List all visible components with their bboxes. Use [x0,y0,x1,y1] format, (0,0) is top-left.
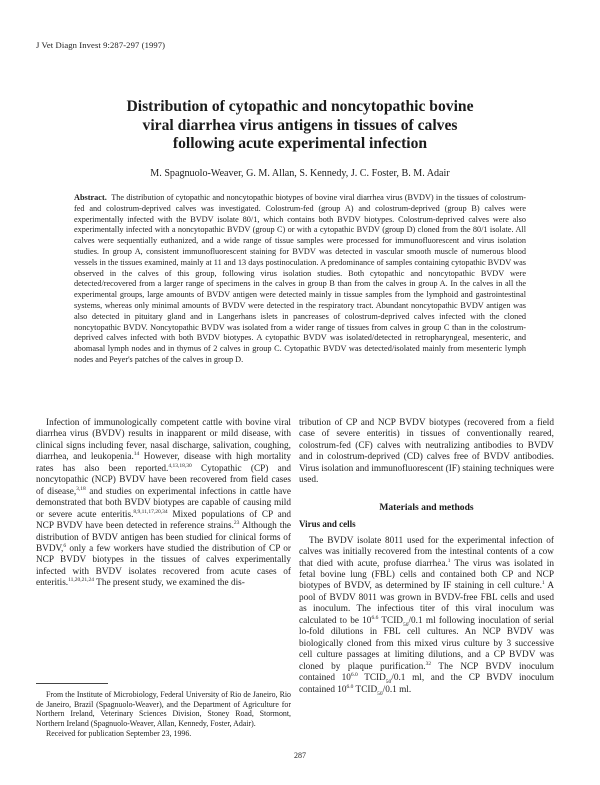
subheading-virus-cells: Virus and cells [299,519,356,530]
subscript: 50 [385,678,392,685]
text-run: Mixed populations of CP and NCP BVDV have been detected in reference strains. [36,509,291,532]
intro-continuation: tribution of CP and NCP BVDV biotypes (recovered from a field case of severe enteritis) in tissues of conventionally reared, colostrum-fed (CF) calves with neutralizing antibodies to BVDV and in colostrum-deprived (CD) calves free of BVDV antibodies. Virus isolation and immunofluorescent (IF) staining techniques were used. [299,418,554,486]
abstract [74,193,526,366]
page-number: 287 [294,751,306,760]
text-run: TCID [353,684,378,695]
section-heading-methods: Materials and methods [379,501,474,513]
text-run: A pool of BVDV 8011 was grown in BVDV-free FBL cells and used as inoculum. The infectious titer of this viral inoculum was calculated to be 10 [299,581,554,626]
citation: 23 [233,520,240,526]
received-date: Received for publication September 23, 1996. [46,729,192,739]
text-run: Infection of immunologically competent cattle with bovine viral diarrhea virus (BVDV) results in inapparent or mild disease, with clinical signs including fever, nasal discharge, salivation, coughing, diarrhea, and leukopenia. [36,418,291,463]
text-run: The present study, we examined the dis- [94,578,245,589]
text-run: The virus was isolated in fetal bovine lung (FBL) cells and contained both CP and NCP biotypes of BVDV, as determined by IF staining in cell culture. [299,558,554,592]
text-run: only a few workers have studied the distribution of CP or NCP BVDV biotypes in the tissues of calves experimentally infected with BVDV isolates recovered from acute cases of enteritis. [36,543,291,589]
footnote-rule [36,683,108,684]
left-column [36,418,291,590]
journal-reference: J Vet Diagn Invest 9:287-297 (1997) [36,40,166,50]
title-line-2: viral diarrhea virus antigens in tissues of calves [142,116,458,134]
text-run: The NCP BVDV inoculum contained 10 [299,661,554,684]
citation: 1 [447,557,451,564]
citation: 32 [425,660,432,667]
title-line-1: Distribution of cytopathic and noncytopathic bovine [126,98,474,115]
author-list: M. Spagnuolo-Weaver, G. M. Allan, S. Kennedy, J. C. Foster, B. M. Adair [150,168,450,179]
affiliation-note: From the Institute of Microbiology, Federal University of Rio de Janeiro, Rio de Janeiro, Brazil (Spagnuolo-Weaver), and the Department of Agriculture for Northern Ireland, Veterinary Sciences Division, Stoney Road, Stormont, Northern Ireland (Spagnuolo-Weaver, Allan, Kennedy, Foster, Adair). [36,690,291,728]
text-run: TCID [357,673,386,684]
citation: 11,20,21,24 [68,577,95,584]
text-run: The BVDV isolate 8011 used for the experimental infection of calves was initially recovered from the intestinal contents of a cow that died with acute, profuse diarrhea. [299,535,554,569]
text-run: /0.1 ml following inoculation of serial lo-fold dilutions in FBL cell cultures. An NCP BVDV was biologically cloned from this mixed virus culture by 3 successive cell culture passages at limiting dilutions, and a CP BVDV was cloned by plaque purification. [299,615,554,672]
citation: 4,13,18,30 [168,462,192,469]
citation: 3,18 [76,485,86,492]
text-run: TCID [378,615,403,626]
abstract-text: The distribution of cytopathic and noncytopathic biotypes of bovine viral diarrhea virus (BVDV) in the tissues of colostrum-fed and colostrum-deprived calves was investigated. Colostrum-fed (group A) and colostrum-deprived (group B) calves were experimentally infected with the BVDV isolate 80/1, which contains both BVDV biotypes. Colostrum-deprived calves were also experimentally infected with a noncytopathic BVDV (group C) or with a cytopathic BVDV (group D) cloned from the 80/1 isolate. All calves were sequentially euthanized, and a wide range of tissue samples were processed for immunofluorescent and virus isolation studies. In group A, consistent immunofluorescent staining for BVDV was detected in vascular smooth muscle of numerous blood vessels in the tissues examined, mainly at 11 and 13 days postinoculation. A predominance of samples containing cytopathic BVDV was observed in the calves of this group, following virus isolation studies. Both cytopathic and noncytopathic BVDV were detected/recovered from a larger range of specimens in the calves in group B than from the calves in group A. In the calves in all the experimental groups, large amounts of BVDV antigen were detected mainly in tissue samples from the lymphoid and gastrointestinal systems, whereas only minimal amounts of BVDV were detected in the respiratory tract. Abundant noncytopathic BVDV antigen was also detected in pituitary gland and in Langerhans islets in pancreases of colostrum-deprived calves infected with the cloned noncytopathic BVDV. Noncytopathic BVDV was isolated from a wider range of tissues from calves in group C than in the colostrum-deprived calves infected with both BVDV biotypes. A cytopathic BVDV was isolated/detected in retropharyngeal, mesenteric, and abomasal lymph nodes and in thymus of 2 calves in group C. Cytopathic BVDV was detected/isolated mainly from mesenteric lymph nodes and Peyer's patches of the calves in group D. [74,193,526,364]
citation: 8,9,11,17,20,34 [133,508,168,515]
article-title [60,98,540,154]
text-run: However, disease with high mortality rates has also been reported. [36,452,291,474]
subscript: 50 [402,621,409,628]
subscript: 50 [377,690,383,697]
exponent: 6.0 [350,671,358,678]
text-run: and studies on experimental infections in cattle have demonstrated that both BVDV biotypes are capable of causing mild or severe acute enteritis. [36,486,291,520]
citation: 6 [63,542,67,549]
citation: 14 [133,451,140,458]
intro-paragraph [36,418,291,590]
abstract-label: Abstract. [74,193,107,202]
citation: 1 [541,580,545,587]
text-run: /0.1 ml. [382,684,412,695]
footnote [36,690,291,739]
title-line-3: following acute experimental infection [172,135,428,152]
exponent: 6.6 [371,614,379,621]
right-column [299,418,554,696]
text-run: /0.1 ml, and the CP BVDV inoculum contained 10 [299,673,554,695]
text-run: Cytopathic (CP) and noncytopathic (NCP) BVDV have been recovered from field cases of disease, [36,463,291,497]
methods-paragraph [299,536,554,696]
exponent: 6.0 [346,683,354,690]
text-run: Although the distribution of BVDV antigen has been studied for clinical forms of BVDV, [36,521,291,554]
